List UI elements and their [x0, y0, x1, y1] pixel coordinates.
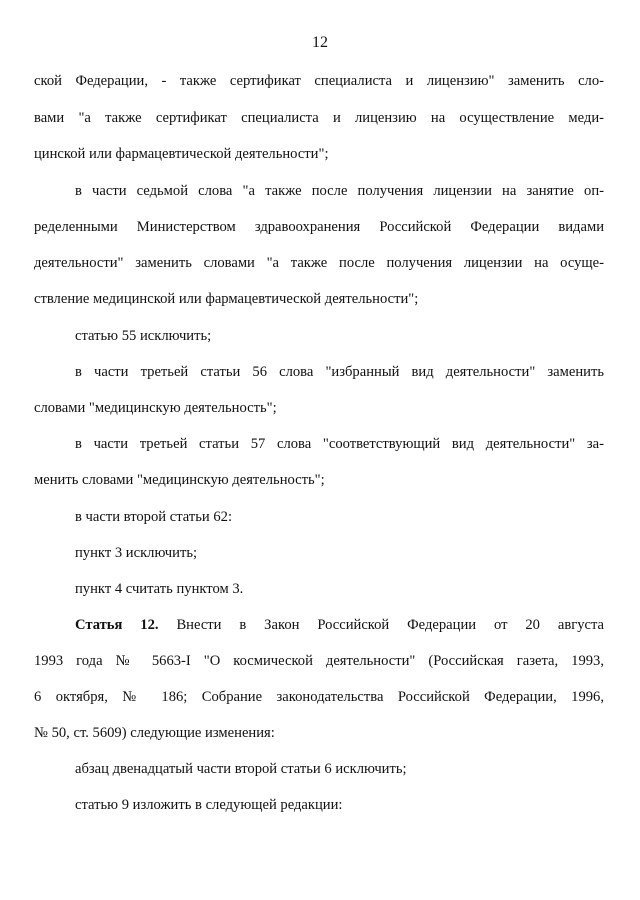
text-line: статью 9 изложить в следующей редакции: [75, 797, 343, 813]
article-label: Статья 12. [75, 617, 159, 633]
text-line: ской Федерации, - также сертификат специалиста и лицензию" заменить сло- [34, 73, 604, 89]
text-line: ределенными Министерством здравоохранения Российской Федерации видами [34, 219, 604, 235]
page-number: 12 [312, 34, 328, 51]
text-line: № 50, ст. 5609) следующие изменения: [34, 725, 275, 741]
text-line: пункт 3 исключить; [75, 545, 198, 561]
text-line: 1993 года № 5663-I "О космической деятельности" (Российская газета, 1993, [34, 653, 604, 669]
text-line: в части седьмой слова "а также после получения лицензии на занятие оп- [75, 183, 604, 199]
article-heading-line [75, 616, 604, 634]
text-line: менить словами "медицинскую деятельность"; [34, 472, 325, 488]
text-line: пункт 4 считать пунктом 3. [75, 581, 244, 597]
text-line: ствление медицинской или фармацевтической деятельности"; [34, 291, 419, 307]
text-line: абзац двенадцатый части второй статьи 6 исключить; [75, 761, 407, 777]
text-line: деятельности" заменить словами "а также после получения лицензии на осуще- [34, 255, 604, 271]
text-line: в части третьей статьи 57 слова "соответствующий вид деятельности" за- [75, 436, 604, 452]
text-line: 6 октября, № 186; Собрание законодательства Российской Федерации, 1996, [34, 689, 604, 705]
text-line: статью 55 исключить; [75, 328, 212, 344]
text-line: цинской или фармацевтической деятельности"; [34, 146, 329, 162]
text-line: словами "медицинскую деятельность"; [34, 400, 277, 416]
text-line: вами "а также сертификат специалиста и лицензию на осуществление меди- [34, 110, 604, 126]
text-line: в части второй статьи 62: [75, 509, 233, 525]
text-line: в части третьей статьи 56 слова "избранный вид деятельности" заменить [75, 364, 604, 380]
article-text: Внести в Закон Российской Федерации от 20 августа [158, 617, 604, 633]
